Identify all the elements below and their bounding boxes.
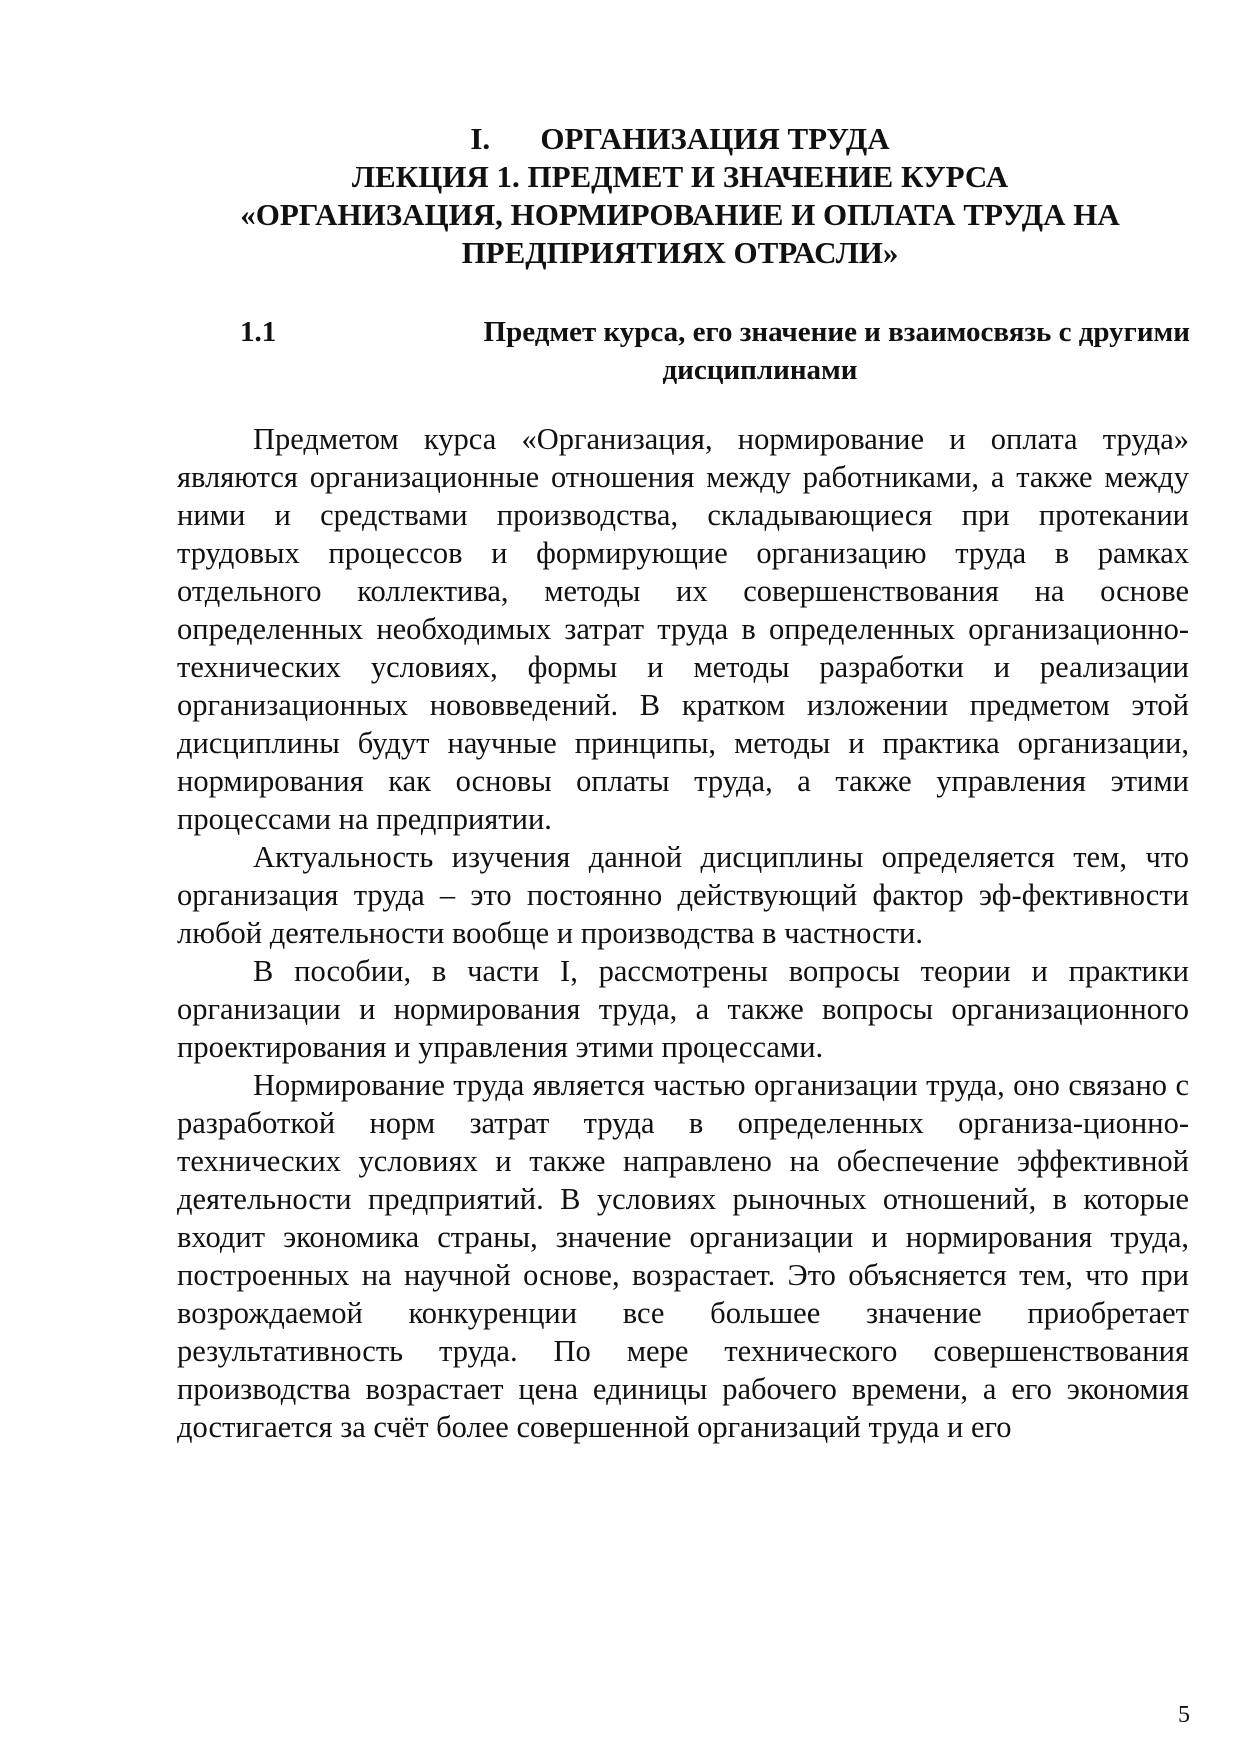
chapter-title: ОРГАНИЗАЦИЯ ТРУДА bbox=[540, 121, 890, 156]
body-text bbox=[177, 420, 1189, 1446]
lecture-title-line-1: ЛЕКЦИЯ 1. ПРЕДМЕТ И ЗНАЧЕНИЕ КУРСА bbox=[351, 159, 1009, 194]
section-title-line-2: дисциплинами bbox=[662, 354, 858, 386]
paragraph-labor-norming: Нормирование труда является частью организации труда, оно связано с разработкой норм затрат труда в определенных организа-ционно-технических условиях и также направлено на обеспечение эффективной деятельности предприятий. В условиях рыночных отношений, в которые входит экономика страны, значение организации и нормирования труда, построенных на научной основе, возрастает. Это объясняется тем, что при возрождаемой конкуренции все большее значение приобретает результативность труда. По мере технического совершенствования производства возрастает цена единицы рабочего времени, а его экономия достигается за счёт более совершенной организаций труда и его bbox=[177, 1068, 1189, 1444]
page-number: 5 bbox=[1178, 1702, 1190, 1728]
chapter-heading bbox=[170, 120, 1190, 272]
section-heading bbox=[170, 313, 1190, 389]
section-number: 1.1 bbox=[240, 316, 277, 348]
lecture-title-line-2: «ОРГАНИЗАЦИЯ, НОРМИРОВАНИЕ И ОПЛАТА ТРУДА НА bbox=[240, 197, 1120, 232]
lecture-title-line-3: ПРЕДПРИЯТИЯХ ОТРАСЛИ» bbox=[461, 235, 899, 270]
section-title-line-1: Предмет курса, его значение и взаимосвязь с другими bbox=[483, 316, 1190, 348]
paragraph-subject: Предметом курса «Организация, нормирование и оплата труда» являются организационные отношения между работниками, а также между ними и средствами производства, складывающиеся при протекании трудовых процессов и формирующие организацию труда в рамках отдельного коллектива, методы их совершенствования на основе определенных необходимых затрат труда в определенных организационно-технических условиях, формы и методы разработки и реализации организационных нововведений. В кратком изложении предметом этой дисциплины будут научные принципы, методы и практика организации, нормирования как основы оплаты труда, а также управления этими процессами на предприятии. bbox=[177, 422, 1189, 836]
chapter-title-line bbox=[170, 120, 1190, 158]
paragraph-relevance: Актуальность изучения данной дисциплины определяется тем, что организация труда – это постоянно действующий фактор эф-фективности любой деятельности вообще и производства в частности. bbox=[177, 840, 1189, 950]
paragraph-manual-scope: В пособии, в части I, рассмотрены вопросы теории и практики организации и нормирования труда, а также вопросы организационного проектирования и управления этими процессами. bbox=[177, 954, 1189, 1064]
chapter-number: I. bbox=[470, 121, 491, 156]
